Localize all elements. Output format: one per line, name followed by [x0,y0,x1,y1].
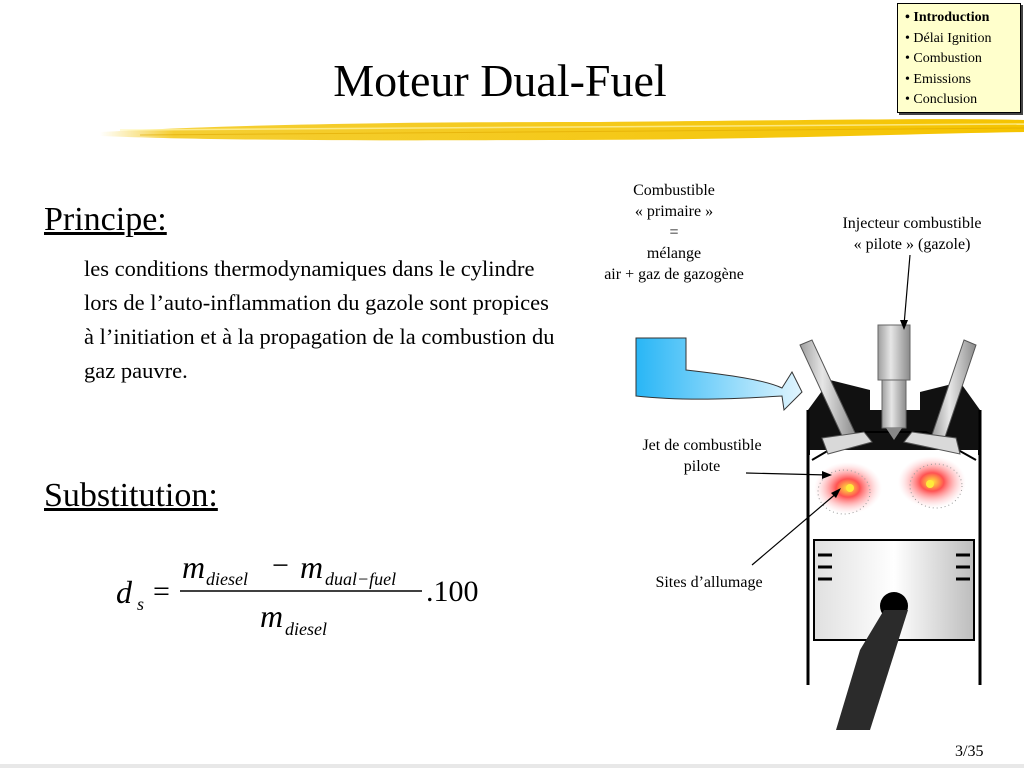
slide-title: Moteur Dual-Fuel [333,55,667,106]
formula-equals: = [153,575,170,608]
formula-num-sub1: diesel [206,569,248,589]
outline-nav-box [897,3,1021,113]
nav-item-introduction[interactable]: • Introduction [905,10,990,25]
substitution-formula [110,545,510,645]
pilot-jet-left [814,462,882,514]
dual-fuel-engine-figure [560,170,1024,730]
formula-den-var: m [260,598,284,634]
primary-fuel-arrow [636,338,802,410]
nav-item-emissions[interactable]: • Emissions [905,71,971,87]
formula-minus: − [272,549,289,582]
label-ignition-sites: Sites d’allumage [655,574,763,591]
substitution-heading: Substitution: [44,477,218,514]
page-number: 3/35 [955,743,984,760]
formula-num-var2: m [300,549,324,585]
label-primary-fuel: Combustible « primaire » = mélange air + gaz de gazogène [604,182,744,283]
formula-num-var1: m [182,549,206,585]
title-underline-brush [100,110,1024,150]
formula-lhs: d [116,574,132,610]
nav-item-conclusion[interactable]: • Conclusion [905,92,978,107]
formula-num-sub2: dual−fuel [325,569,397,589]
principe-heading: Principe: [44,201,167,238]
principe-text: les conditions thermodynamiques dans le cylindre lors de l’auto-inflammation du gazole sont propices à l’initiation et à la propagation de la combustion du gaz pauvre. [84,256,555,383]
formula-den-sub: diesel [285,619,327,639]
footer-line [0,764,1024,768]
label-pilot-injector: Injecteur combustible « pilote » (gazole) [842,215,982,253]
formula-lhs-sub: s [137,594,145,614]
nav-item-combustion[interactable]: • Combustion [905,51,982,66]
pilot-jet-right [898,456,966,508]
label-pilot-jet: Jet de combustible pilote [642,437,762,475]
formula-factor: .100 [426,575,479,608]
pilot-injector [878,325,910,440]
nav-item-delai-ignition[interactable]: • Délai Ignition [905,30,992,46]
